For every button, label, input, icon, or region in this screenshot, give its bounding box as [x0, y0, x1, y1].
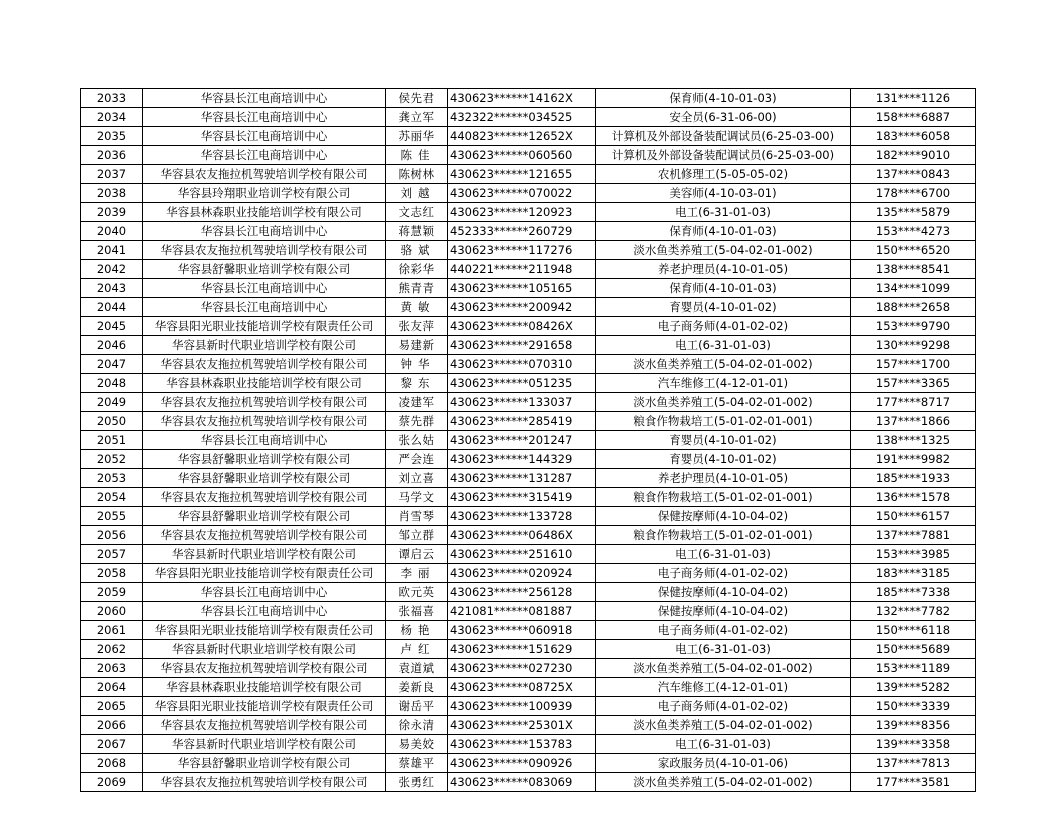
cell-sequence: 2042 — [81, 260, 143, 279]
table-row — [81, 298, 976, 317]
cell-sequence: 2060 — [81, 602, 143, 621]
cell-name: 侯先君 — [386, 89, 448, 108]
table-row — [81, 317, 976, 336]
cell-phone: 150****3339 — [851, 697, 976, 716]
table-row — [81, 488, 976, 507]
cell-sequence: 2057 — [81, 545, 143, 564]
cell-sequence: 2065 — [81, 697, 143, 716]
cell-organization: 华容县长江电商培训中心 — [143, 108, 386, 127]
cell-sequence: 2052 — [81, 450, 143, 469]
cell-organization: 华容县农友拖拉机驾驶培训学校有限公司 — [143, 355, 386, 374]
table-row — [81, 203, 976, 222]
cell-occupation: 粮食作物栽培工(5-01-02-01-001) — [596, 526, 851, 545]
cell-occupation: 淡水鱼类养殖工(5-04-02-01-002) — [596, 716, 851, 735]
cell-name — [386, 146, 448, 165]
cell-organization: 华容县农友拖拉机驾驶培训学校有限公司 — [143, 716, 386, 735]
cell-name: 徐彩华 — [386, 260, 448, 279]
cell-id-number: 430623******027230 — [448, 659, 596, 678]
cell-id-number: 430623******060560 — [448, 146, 596, 165]
cell-name — [386, 355, 448, 374]
cell-occupation: 粮食作物栽培工(5-01-02-01-001) — [596, 412, 851, 431]
cell-sequence: 2045 — [81, 317, 143, 336]
cell-organization: 华容县新时代职业培训学校有限公司 — [143, 640, 386, 659]
cell-sequence: 2046 — [81, 336, 143, 355]
cell-organization: 华容县农友拖拉机驾驶培训学校有限公司 — [143, 659, 386, 678]
cell-name: 易建新 — [386, 336, 448, 355]
cell-sequence: 2033 — [81, 89, 143, 108]
cell-id-number: 430623******315419 — [448, 488, 596, 507]
cell-phone: 188****2658 — [851, 298, 976, 317]
cell-phone: 182****9010 — [851, 146, 976, 165]
cell-organization: 华容县长江电商培训中心 — [143, 127, 386, 146]
cell-phone: 137****7813 — [851, 754, 976, 773]
cell-sequence: 2058 — [81, 564, 143, 583]
cell-sequence: 2041 — [81, 241, 143, 260]
cell-phone: 137****0843 — [851, 165, 976, 184]
cell-phone: 153****3985 — [851, 545, 976, 564]
cell-occupation: 淡水鱼类养殖工(5-04-02-01-002) — [596, 241, 851, 260]
table-row — [81, 507, 976, 526]
cell-occupation: 育婴员(4-10-01-02) — [596, 431, 851, 450]
cell-id-number: 430623******08426X — [448, 317, 596, 336]
table-row — [81, 773, 976, 792]
cell-name: 谢岳平 — [386, 697, 448, 716]
cell-id-number: 430623******070022 — [448, 184, 596, 203]
cell-sequence: 2050 — [81, 412, 143, 431]
cell-phone: 183****6058 — [851, 127, 976, 146]
cell-id-number: 430623******06486X — [448, 526, 596, 545]
cell-id-number: 430623******08725X — [448, 678, 596, 697]
cell-id-number: 430623******291658 — [448, 336, 596, 355]
cell-phone: 153****9790 — [851, 317, 976, 336]
cell-occupation: 电工(6-31-01-03) — [596, 336, 851, 355]
table-row — [81, 412, 976, 431]
cell-organization: 华容县长江电商培训中心 — [143, 431, 386, 450]
name-spaced: 钟华 — [400, 356, 436, 371]
cell-name: 肖雪琴 — [386, 507, 448, 526]
cell-phone: 185****1933 — [851, 469, 976, 488]
table-row — [81, 469, 976, 488]
table-row — [81, 222, 976, 241]
roster-table-container — [80, 88, 975, 792]
cell-occupation: 农机修理工(5-05-05-02) — [596, 165, 851, 184]
cell-organization: 华容县长江电商培训中心 — [143, 279, 386, 298]
cell-name: 蔡先群 — [386, 412, 448, 431]
table-row — [81, 279, 976, 298]
cell-organization: 华容县长江电商培训中心 — [143, 222, 386, 241]
table-row — [81, 89, 976, 108]
table-row — [81, 754, 976, 773]
cell-organization: 华容县农友拖拉机驾驶培训学校有限公司 — [143, 488, 386, 507]
cell-occupation: 电子商务师(4-01-02-02) — [596, 697, 851, 716]
cell-phone: 150****6157 — [851, 507, 976, 526]
cell-name: 张福喜 — [386, 602, 448, 621]
name-spaced: 陈佳 — [400, 147, 436, 162]
cell-organization: 华容县农友拖拉机驾驶培训学校有限公司 — [143, 241, 386, 260]
cell-id-number: 430623******105165 — [448, 279, 596, 298]
cell-id-number: 430623******090926 — [448, 754, 596, 773]
table-row — [81, 374, 976, 393]
cell-organization: 华容县农友拖拉机驾驶培训学校有限公司 — [143, 165, 386, 184]
cell-organization: 华容县阳光职业技能培训学校有限责任公司 — [143, 564, 386, 583]
cell-phone: 150****5689 — [851, 640, 976, 659]
cell-occupation: 家政服务员(4-10-01-06) — [596, 754, 851, 773]
table-row — [81, 716, 976, 735]
cell-occupation: 育婴员(4-10-01-02) — [596, 298, 851, 317]
cell-name — [386, 241, 448, 260]
cell-id-number: 430623******051235 — [448, 374, 596, 393]
cell-organization: 华容县林森职业技能培训学校有限公司 — [143, 203, 386, 222]
name-spaced: 黄敏 — [400, 299, 436, 314]
cell-id-number: 430623******083069 — [448, 773, 596, 792]
cell-sequence: 2062 — [81, 640, 143, 659]
cell-id-number: 440221******211948 — [448, 260, 596, 279]
cell-sequence: 2038 — [81, 184, 143, 203]
cell-phone: 177****8717 — [851, 393, 976, 412]
cell-id-number: 430623******131287 — [448, 469, 596, 488]
table-row — [81, 621, 976, 640]
cell-phone: 139****3358 — [851, 735, 976, 754]
name-spaced: 刘越 — [400, 185, 436, 200]
cell-id-number: 430623******256128 — [448, 583, 596, 602]
cell-organization: 华容县农友拖拉机驾驶培训学校有限公司 — [143, 412, 386, 431]
table-row — [81, 545, 976, 564]
cell-name: 陈树林 — [386, 165, 448, 184]
cell-phone: 138****8541 — [851, 260, 976, 279]
cell-organization: 华容县农友拖拉机驾驶培训学校有限公司 — [143, 773, 386, 792]
table-row — [81, 431, 976, 450]
name-spaced: 李丽 — [400, 565, 436, 580]
cell-id-number: 430623******201247 — [448, 431, 596, 450]
cell-name: 马学文 — [386, 488, 448, 507]
cell-organization: 华容县农友拖拉机驾驶培训学校有限公司 — [143, 526, 386, 545]
cell-id-number: 430623******117276 — [448, 241, 596, 260]
cell-occupation: 汽车维修工(4-12-01-01) — [596, 374, 851, 393]
cell-name — [386, 621, 448, 640]
table-row — [81, 583, 976, 602]
table-row — [81, 393, 976, 412]
cell-occupation: 电工(6-31-01-03) — [596, 203, 851, 222]
cell-name: 文志红 — [386, 203, 448, 222]
cell-name: 欧元英 — [386, 583, 448, 602]
cell-id-number: 430623******121655 — [448, 165, 596, 184]
cell-phone: 177****3581 — [851, 773, 976, 792]
cell-name: 邹立群 — [386, 526, 448, 545]
cell-occupation: 汽车维修工(4-12-01-01) — [596, 678, 851, 697]
name-spaced: 黎东 — [400, 375, 436, 390]
cell-sequence: 2044 — [81, 298, 143, 317]
table-row — [81, 127, 976, 146]
cell-occupation: 电工(6-31-01-03) — [596, 545, 851, 564]
cell-phone: 139****8356 — [851, 716, 976, 735]
cell-phone: 150****6118 — [851, 621, 976, 640]
cell-sequence: 2054 — [81, 488, 143, 507]
cell-occupation: 电子商务师(4-01-02-02) — [596, 621, 851, 640]
cell-name: 谭启云 — [386, 545, 448, 564]
table-row — [81, 260, 976, 279]
cell-sequence: 2051 — [81, 431, 143, 450]
cell-phone: 137****7881 — [851, 526, 976, 545]
table-row — [81, 735, 976, 754]
table-row — [81, 336, 976, 355]
cell-name: 熊青青 — [386, 279, 448, 298]
cell-sequence: 2066 — [81, 716, 143, 735]
cell-name: 张勇红 — [386, 773, 448, 792]
cell-occupation: 淡水鱼类养殖工(5-04-02-01-002) — [596, 393, 851, 412]
cell-sequence: 2036 — [81, 146, 143, 165]
cell-organization: 华容县舒馨职业培训学校有限公司 — [143, 450, 386, 469]
cell-sequence: 2061 — [81, 621, 143, 640]
cell-organization: 华容县舒馨职业培训学校有限公司 — [143, 469, 386, 488]
cell-organization: 华容县舒馨职业培训学校有限公司 — [143, 507, 386, 526]
cell-sequence: 2067 — [81, 735, 143, 754]
cell-organization: 华容县舒馨职业培训学校有限公司 — [143, 260, 386, 279]
cell-sequence: 2055 — [81, 507, 143, 526]
cell-sequence: 2048 — [81, 374, 143, 393]
cell-organization: 华容县长江电商培训中心 — [143, 602, 386, 621]
cell-sequence: 2069 — [81, 773, 143, 792]
table-row — [81, 355, 976, 374]
cell-occupation: 保育师(4-10-01-03) — [596, 279, 851, 298]
cell-sequence: 2043 — [81, 279, 143, 298]
cell-sequence: 2056 — [81, 526, 143, 545]
cell-organization: 华容县玲翔职业培训学校有限公司 — [143, 184, 386, 203]
cell-occupation: 保健按摩师(4-10-04-02) — [596, 602, 851, 621]
name-spaced: 卢红 — [400, 641, 436, 656]
cell-organization: 华容县林森职业技能培训学校有限公司 — [143, 374, 386, 393]
cell-sequence: 2034 — [81, 108, 143, 127]
cell-name: 袁道斌 — [386, 659, 448, 678]
cell-phone: 191****9982 — [851, 450, 976, 469]
cell-name: 刘立喜 — [386, 469, 448, 488]
cell-occupation: 电工(6-31-01-03) — [596, 735, 851, 754]
cell-sequence: 2064 — [81, 678, 143, 697]
roster-table — [80, 88, 976, 792]
cell-name: 蔡雄平 — [386, 754, 448, 773]
cell-occupation: 育婴员(4-10-01-02) — [596, 450, 851, 469]
cell-occupation: 保健按摩师(4-10-04-02) — [596, 583, 851, 602]
cell-organization: 华容县新时代职业培训学校有限公司 — [143, 336, 386, 355]
cell-id-number: 430623******060918 — [448, 621, 596, 640]
cell-sequence: 2049 — [81, 393, 143, 412]
cell-name: 凌建军 — [386, 393, 448, 412]
cell-occupation: 计算机及外部设备装配调试员(6-25-03-00) — [596, 146, 851, 165]
cell-sequence: 2040 — [81, 222, 143, 241]
cell-sequence: 2053 — [81, 469, 143, 488]
cell-id-number: 430623******100939 — [448, 697, 596, 716]
table-row — [81, 108, 976, 127]
cell-phone: 135****5879 — [851, 203, 976, 222]
table-row — [81, 526, 976, 545]
cell-occupation: 电工(6-31-01-03) — [596, 640, 851, 659]
cell-phone: 153****4273 — [851, 222, 976, 241]
table-row — [81, 564, 976, 583]
cell-sequence: 2037 — [81, 165, 143, 184]
cell-id-number: 430623******285419 — [448, 412, 596, 431]
cell-phone: 136****1578 — [851, 488, 976, 507]
cell-id-number: 432322******034525 — [448, 108, 596, 127]
cell-sequence: 2059 — [81, 583, 143, 602]
cell-occupation: 保育师(4-10-01-03) — [596, 222, 851, 241]
cell-occupation: 电子商务师(4-01-02-02) — [596, 564, 851, 583]
cell-phone: 134****1099 — [851, 279, 976, 298]
cell-occupation: 计算机及外部设备装配调试员(6-25-03-00) — [596, 127, 851, 146]
cell-id-number: 430623******133728 — [448, 507, 596, 526]
cell-sequence: 2039 — [81, 203, 143, 222]
cell-id-number: 421081******081887 — [448, 602, 596, 621]
cell-name: 易美姣 — [386, 735, 448, 754]
cell-phone: 183****3185 — [851, 564, 976, 583]
cell-phone: 158****6887 — [851, 108, 976, 127]
table-row — [81, 697, 976, 716]
name-spaced: 骆斌 — [400, 242, 436, 257]
cell-name: 苏丽华 — [386, 127, 448, 146]
cell-name: 姜新良 — [386, 678, 448, 697]
table-row — [81, 241, 976, 260]
cell-occupation: 粮食作物栽培工(5-01-02-01-001) — [596, 488, 851, 507]
cell-name: 龚立军 — [386, 108, 448, 127]
cell-id-number: 430623******25301X — [448, 716, 596, 735]
cell-id-number: 430623******120923 — [448, 203, 596, 222]
cell-id-number: 430623******020924 — [448, 564, 596, 583]
cell-occupation: 保健按摩师(4-10-04-02) — [596, 507, 851, 526]
cell-occupation: 电子商务师(4-01-02-02) — [596, 317, 851, 336]
cell-id-number: 430623******153783 — [448, 735, 596, 754]
cell-organization: 华容县新时代职业培训学校有限公司 — [143, 545, 386, 564]
cell-name: 徐永清 — [386, 716, 448, 735]
cell-occupation: 养老护理员(4-10-01-05) — [596, 469, 851, 488]
cell-sequence: 2068 — [81, 754, 143, 773]
cell-id-number: 430623******144329 — [448, 450, 596, 469]
cell-organization: 华容县长江电商培训中心 — [143, 298, 386, 317]
cell-occupation: 淡水鱼类养殖工(5-04-02-01-002) — [596, 355, 851, 374]
cell-name — [386, 298, 448, 317]
cell-organization: 华容县长江电商培训中心 — [143, 583, 386, 602]
table-row — [81, 184, 976, 203]
cell-organization: 华容县林森职业技能培训学校有限公司 — [143, 678, 386, 697]
cell-phone: 131****1126 — [851, 89, 976, 108]
cell-name: 蒋慧颖 — [386, 222, 448, 241]
name-spaced: 杨艳 — [400, 622, 436, 637]
cell-organization: 华容县农友拖拉机驾驶培训学校有限公司 — [143, 393, 386, 412]
cell-phone: 139****5282 — [851, 678, 976, 697]
cell-phone: 150****6520 — [851, 241, 976, 260]
cell-phone: 178****6700 — [851, 184, 976, 203]
cell-phone: 130****9298 — [851, 336, 976, 355]
cell-id-number: 430623******070310 — [448, 355, 596, 374]
cell-organization: 华容县长江电商培训中心 — [143, 146, 386, 165]
cell-organization: 华容县新时代职业培训学校有限公司 — [143, 735, 386, 754]
cell-phone: 157****1700 — [851, 355, 976, 374]
cell-name — [386, 374, 448, 393]
cell-occupation: 美容师(4-10-03-01) — [596, 184, 851, 203]
cell-phone: 132****7782 — [851, 602, 976, 621]
cell-sequence: 2063 — [81, 659, 143, 678]
cell-organization: 华容县阳光职业技能培训学校有限责任公司 — [143, 317, 386, 336]
cell-id-number: 430623******251610 — [448, 545, 596, 564]
cell-occupation: 保育师(4-10-01-03) — [596, 89, 851, 108]
cell-id-number: 430623******133037 — [448, 393, 596, 412]
cell-id-number: 430623******14162X — [448, 89, 596, 108]
cell-id-number: 452333******260729 — [448, 222, 596, 241]
table-row — [81, 659, 976, 678]
cell-occupation: 淡水鱼类养殖工(5-04-02-01-002) — [596, 659, 851, 678]
cell-sequence: 2047 — [81, 355, 143, 374]
cell-organization: 华容县阳光职业技能培训学校有限责任公司 — [143, 697, 386, 716]
cell-sequence: 2035 — [81, 127, 143, 146]
table-row — [81, 146, 976, 165]
cell-organization: 华容县舒馨职业培训学校有限公司 — [143, 754, 386, 773]
table-row — [81, 450, 976, 469]
cell-organization: 华容县长江电商培训中心 — [143, 89, 386, 108]
cell-occupation: 淡水鱼类养殖工(5-04-02-01-002) — [596, 773, 851, 792]
table-row — [81, 165, 976, 184]
cell-id-number: 430623******151629 — [448, 640, 596, 659]
table-row — [81, 640, 976, 659]
cell-phone: 153****1189 — [851, 659, 976, 678]
cell-occupation: 养老护理员(4-10-01-05) — [596, 260, 851, 279]
cell-organization: 华容县阳光职业技能培训学校有限责任公司 — [143, 621, 386, 640]
cell-name: 张么姑 — [386, 431, 448, 450]
cell-phone: 138****1325 — [851, 431, 976, 450]
cell-name — [386, 564, 448, 583]
table-row — [81, 678, 976, 697]
cell-phone: 185****7338 — [851, 583, 976, 602]
cell-occupation: 安全员(6-31-06-00) — [596, 108, 851, 127]
cell-phone: 137****1866 — [851, 412, 976, 431]
cell-name: 张友萍 — [386, 317, 448, 336]
roster-table-body — [81, 89, 976, 792]
cell-phone: 157****3365 — [851, 374, 976, 393]
cell-name — [386, 640, 448, 659]
cell-id-number: 440823******12652X — [448, 127, 596, 146]
cell-name — [386, 184, 448, 203]
cell-name: 严会连 — [386, 450, 448, 469]
table-row — [81, 602, 976, 621]
cell-id-number: 430623******200942 — [448, 298, 596, 317]
